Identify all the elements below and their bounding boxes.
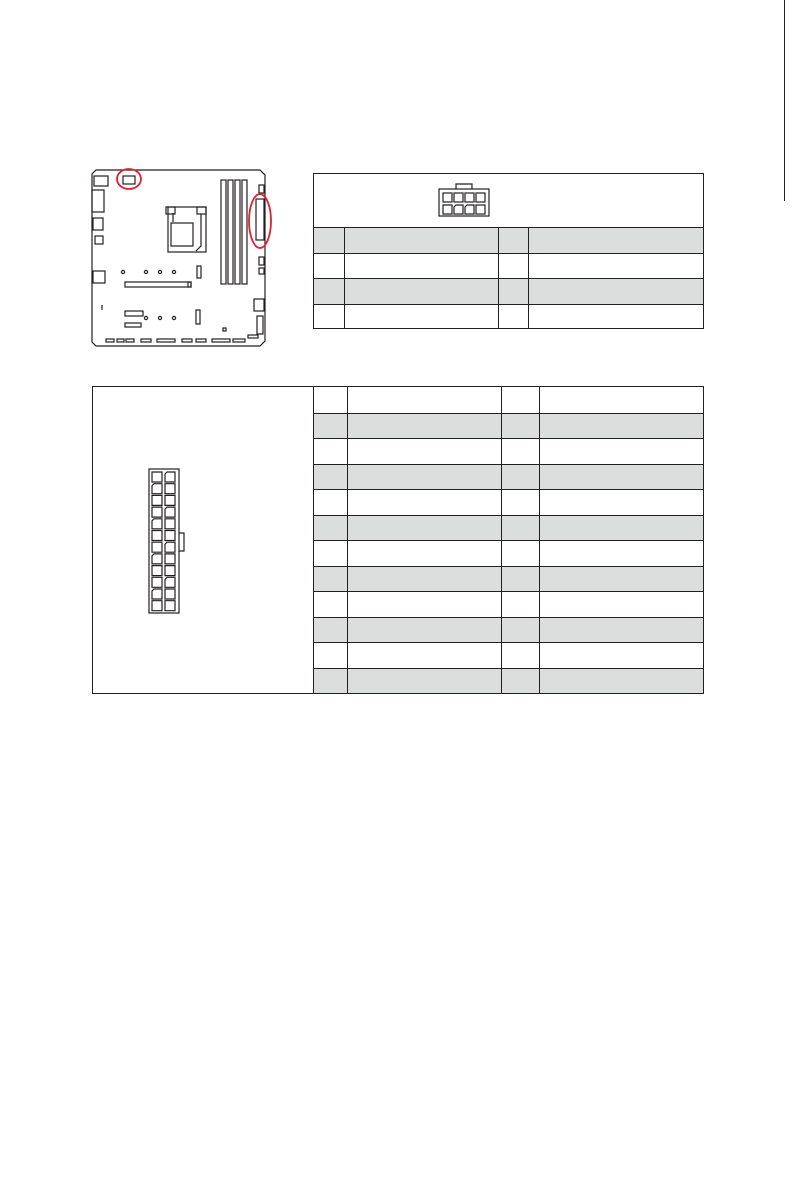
pin-signal-cell <box>539 490 705 515</box>
column-divider <box>498 305 499 330</box>
pin-signal-cell <box>347 643 501 668</box>
pin-number-cell <box>501 516 539 541</box>
connector-pin <box>165 566 175 576</box>
pin-signal-cell <box>344 254 498 279</box>
pin-number-cell <box>313 387 347 413</box>
board-atx-connector <box>256 199 264 240</box>
pin-number-cell <box>498 254 528 279</box>
pin-number-cell <box>313 567 347 592</box>
dimm-slot <box>221 180 226 284</box>
pin-row <box>313 642 703 668</box>
pin-number-cell <box>501 592 539 617</box>
motherboard-layout-diagram <box>70 158 280 353</box>
dimm-slot <box>242 180 247 284</box>
column-divider <box>539 516 540 541</box>
pin-row <box>313 489 703 515</box>
column-divider <box>347 516 348 541</box>
connector-pin <box>152 495 162 505</box>
atx-power-pin-rows <box>313 387 703 693</box>
cpu-power-pinout-table <box>313 173 704 329</box>
pin-number-cell <box>313 541 347 566</box>
pin-signal-cell <box>347 439 501 464</box>
pin-number-cell <box>498 228 528 253</box>
column-divider <box>539 439 540 464</box>
column-divider <box>528 305 529 330</box>
column-divider <box>498 228 499 253</box>
column-divider <box>501 414 502 439</box>
pin-number-cell <box>313 465 347 490</box>
pin-signal-cell <box>539 567 705 592</box>
pin-number-cell <box>501 567 539 592</box>
column-divider <box>347 567 348 592</box>
connector-pin <box>165 577 175 587</box>
connector-pin <box>152 542 162 552</box>
connector-pin <box>152 577 162 587</box>
column-divider <box>347 592 348 617</box>
page-trim-line <box>784 0 785 201</box>
column-divider <box>347 465 348 490</box>
pin-row <box>313 515 703 541</box>
pin-signal-cell <box>347 567 501 592</box>
pin-signal-cell <box>528 305 705 330</box>
column-divider <box>501 490 502 515</box>
pin-signal-cell <box>347 618 501 643</box>
pin-number-cell <box>313 414 347 439</box>
pin-signal-cell <box>539 541 705 566</box>
connector-pin <box>152 531 162 541</box>
pin-signal-cell <box>347 592 501 617</box>
pin-number-cell <box>313 490 347 515</box>
pin-signal-cell <box>344 279 498 304</box>
column-divider <box>347 490 348 515</box>
connector-pin <box>165 589 175 599</box>
column-divider <box>501 592 502 617</box>
pin-number-cell <box>501 387 539 413</box>
atx-power-pinout-table <box>92 386 704 694</box>
cpu-power-pin-rows <box>314 227 703 328</box>
column-divider <box>347 669 348 694</box>
column-divider <box>528 228 529 253</box>
pin-number-cell <box>501 618 539 643</box>
column-divider <box>539 465 540 490</box>
column-divider <box>501 567 502 592</box>
connector-pin <box>165 495 175 505</box>
pin-number-cell <box>501 669 539 694</box>
column-divider <box>501 643 502 668</box>
pin-signal-cell <box>539 465 705 490</box>
pin-number-cell <box>313 669 347 694</box>
pin-signal-cell <box>539 516 705 541</box>
pin-signal-cell <box>347 541 501 566</box>
connector-pin <box>152 601 162 611</box>
board-cpu-power-connector <box>123 176 135 184</box>
pin-signal-cell <box>347 490 501 515</box>
atx-table-divider <box>313 387 314 693</box>
connector-pin <box>165 601 175 611</box>
column-divider <box>501 387 502 413</box>
connector-pin <box>165 472 175 482</box>
pin-number-cell <box>501 541 539 566</box>
connector-pin <box>152 554 162 564</box>
pin-number-cell <box>314 228 344 253</box>
connector-pin <box>152 566 162 576</box>
column-divider <box>539 669 540 694</box>
column-divider <box>539 541 540 566</box>
pin-row <box>313 387 703 413</box>
connector-pin <box>165 554 175 564</box>
pin-signal-cell <box>344 305 498 330</box>
pin-number-cell <box>498 305 528 330</box>
pin-signal-cell <box>539 387 705 413</box>
pin-number-cell <box>313 592 347 617</box>
column-divider <box>528 254 529 279</box>
pin-signal-cell <box>539 592 705 617</box>
pin-row <box>313 464 703 490</box>
column-divider <box>347 618 348 643</box>
pin-signal-cell <box>539 643 705 668</box>
column-divider <box>501 669 502 694</box>
pin-row <box>314 253 703 279</box>
pin-signal-cell <box>528 254 705 279</box>
column-divider <box>539 414 540 439</box>
pin-number-cell <box>501 490 539 515</box>
column-divider <box>539 387 540 413</box>
connector-pin <box>165 542 175 552</box>
pin-row <box>313 413 703 439</box>
pin-number-cell <box>313 618 347 643</box>
pin-row <box>313 591 703 617</box>
atx-power-connector-icon <box>147 467 191 615</box>
pin-row <box>313 540 703 566</box>
pin-signal-cell <box>347 669 501 694</box>
column-divider <box>347 643 348 668</box>
column-divider <box>344 305 345 330</box>
pin-row <box>313 617 703 643</box>
column-divider <box>347 439 348 464</box>
column-divider <box>501 541 502 566</box>
pcie-slot <box>125 282 191 287</box>
connector-pin <box>152 507 162 517</box>
column-divider <box>498 254 499 279</box>
pin-signal-cell <box>539 439 705 464</box>
column-divider <box>539 643 540 668</box>
pin-row <box>313 566 703 592</box>
connector-pin <box>152 519 162 529</box>
connector-pin <box>165 507 175 517</box>
dimm-slot <box>235 180 240 284</box>
pin-row <box>314 304 703 330</box>
pin-number-cell <box>498 279 528 304</box>
pin-signal-cell <box>528 228 705 253</box>
column-divider <box>347 387 348 413</box>
connector-pin <box>152 472 162 482</box>
column-divider <box>539 592 540 617</box>
pin-signal-cell <box>539 414 705 439</box>
pin-signal-cell <box>344 228 498 253</box>
connector-pin <box>165 484 175 494</box>
pin-row <box>313 668 703 694</box>
pin-signal-cell <box>539 618 705 643</box>
pin-signal-cell <box>347 387 501 413</box>
column-divider <box>344 279 345 304</box>
pin-number-cell <box>313 643 347 668</box>
cpu-power-highlight-circle <box>117 169 141 189</box>
pin-number-cell <box>313 516 347 541</box>
connector-pin <box>152 484 162 494</box>
pin-number-cell <box>501 465 539 490</box>
connector-pin <box>165 531 175 541</box>
pin-signal-cell <box>539 669 705 694</box>
pin-number-cell <box>313 439 347 464</box>
pin-signal-cell <box>347 414 501 439</box>
pin-row <box>314 227 703 253</box>
column-divider <box>501 516 502 541</box>
column-divider <box>539 618 540 643</box>
column-divider <box>528 279 529 304</box>
column-divider <box>498 279 499 304</box>
dimm-slot <box>228 180 233 284</box>
column-divider <box>539 567 540 592</box>
pin-number-cell <box>314 279 344 304</box>
column-divider <box>501 439 502 464</box>
pin-number-cell <box>501 414 539 439</box>
pin-signal-cell <box>528 279 705 304</box>
pin-number-cell <box>501 439 539 464</box>
board-outline <box>92 170 265 346</box>
column-divider <box>344 254 345 279</box>
column-divider <box>344 228 345 253</box>
connector-pin <box>165 519 175 529</box>
pin-number-cell <box>501 643 539 668</box>
pin-row <box>313 438 703 464</box>
pin-signal-cell <box>347 516 501 541</box>
cpu-power-connector-icon <box>438 181 490 217</box>
column-divider <box>539 490 540 515</box>
pin-number-cell <box>314 305 344 330</box>
column-divider <box>501 465 502 490</box>
column-divider <box>347 541 348 566</box>
pin-signal-cell <box>347 465 501 490</box>
column-divider <box>501 618 502 643</box>
connector-pin <box>152 589 162 599</box>
pin-number-cell <box>314 254 344 279</box>
pin-row <box>314 278 703 304</box>
column-divider <box>347 414 348 439</box>
